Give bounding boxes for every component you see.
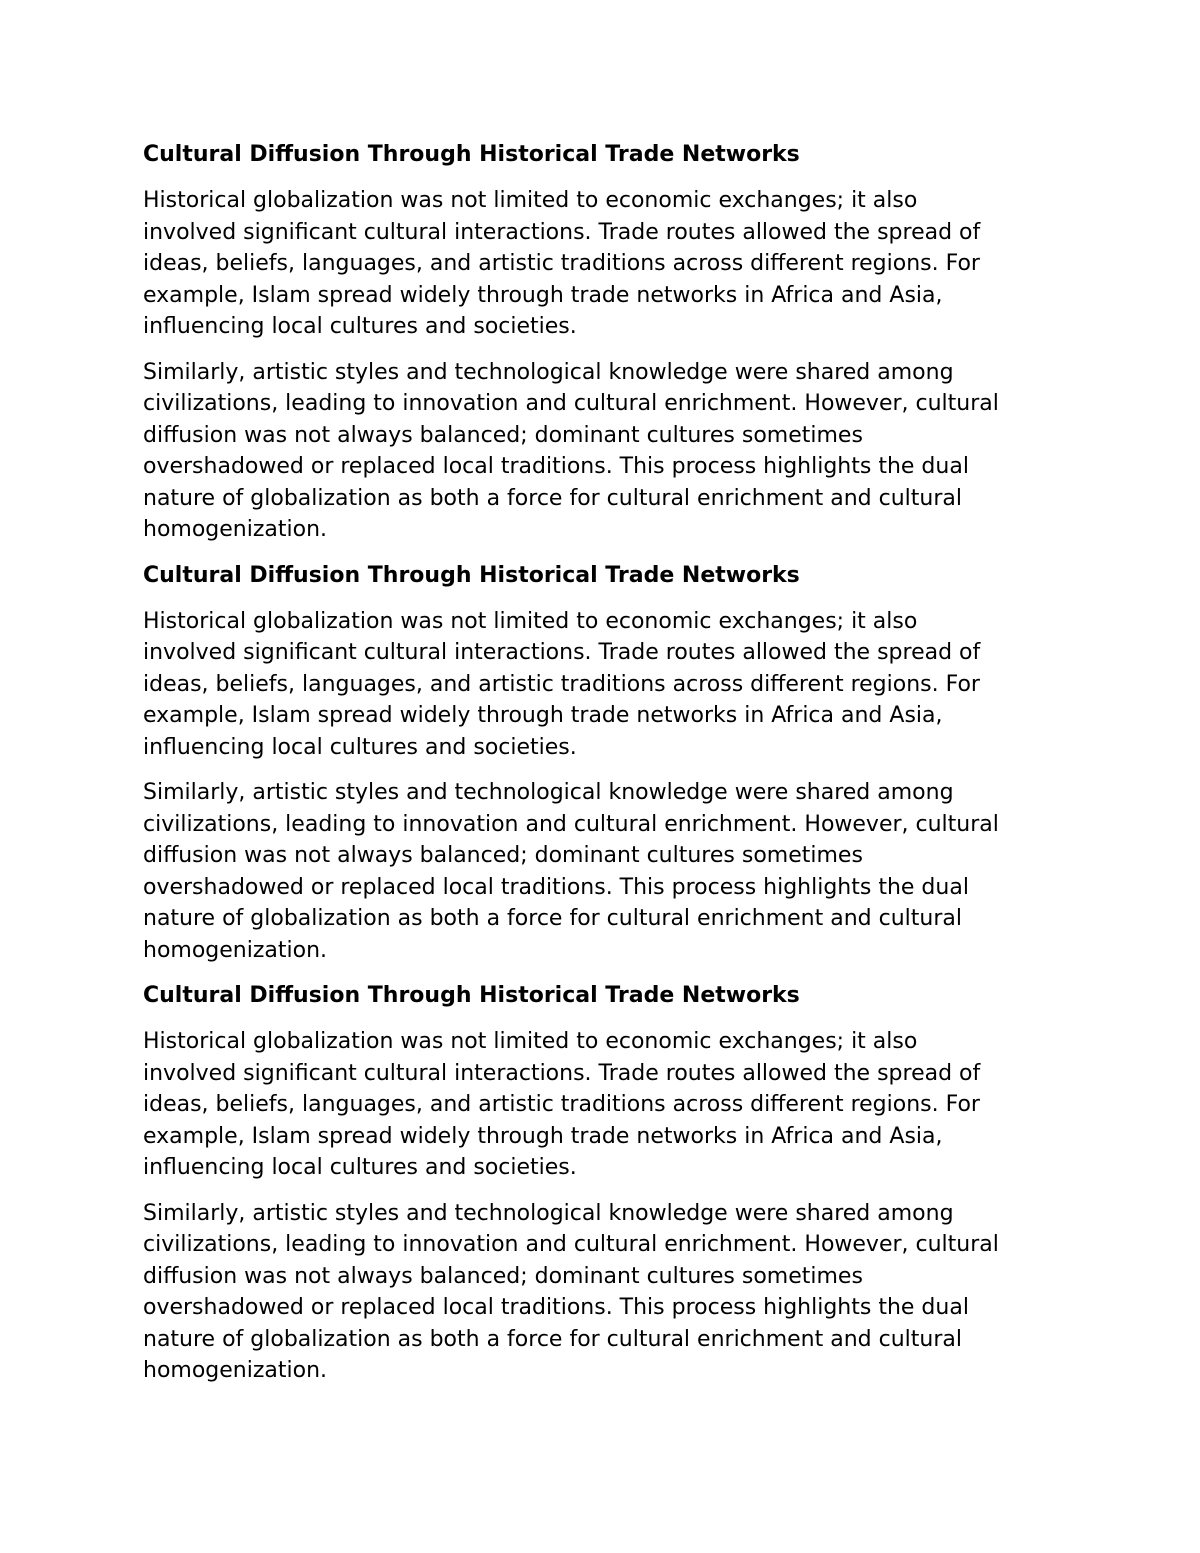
text-line: ideas, beliefs, languages, and artistic traditions across different regions. For: [143, 1092, 980, 1117]
section-heading: Cultural Diffusion Through Historical Trade Networks: [143, 142, 800, 167]
document-page: [143, 139, 1073, 1401]
text-line: nature of globalization as both a force for cultural enrichment and cultural: [143, 906, 962, 931]
text-line: Similarly, artistic styles and technological knowledge were shared among: [143, 780, 954, 805]
document-section: [143, 139, 1073, 546]
text-line: influencing local cultures and societies.: [143, 1155, 577, 1180]
text-line: diffusion was not always balanced; dominant cultures sometimes: [143, 1263, 863, 1289]
paragraph: [143, 1026, 1073, 1184]
text-line: civilizations, leading to innovation and cultural enrichment. However, cultural: [143, 1232, 999, 1257]
text-line: homogenization.: [143, 517, 328, 542]
text-line: homogenization.: [143, 937, 328, 963]
paragraph: [143, 606, 1073, 764]
paragraph: [143, 1198, 1073, 1387]
text-line: example, Islam spread widely through trade networks in Africa and Asia,: [143, 1123, 943, 1149]
paragraph: [143, 185, 1073, 343]
text-line: ideas, beliefs, languages, and artistic traditions across different regions. For: [143, 251, 980, 276]
paragraph: [143, 357, 1073, 546]
text-line: example, Islam spread widely through trade networks in Africa and Asia,: [143, 703, 943, 728]
document-section: [143, 560, 1073, 967]
text-line: diffusion was not always balanced; dominant cultures sometimes: [143, 843, 863, 868]
text-line: involved significant cultural interactions. Trade routes allowed the spread of: [143, 1060, 981, 1086]
text-line: Similarly, artistic styles and technological knowledge were shared among: [143, 1200, 954, 1226]
text-line: involved significant cultural interactions. Trade routes allowed the spread of: [143, 219, 981, 245]
text-line: Historical globalization was not limited to economic exchanges; it also: [143, 188, 918, 213]
text-line: ideas, beliefs, languages, and artistic traditions across different regions. For: [143, 671, 980, 697]
text-line: overshadowed or replaced local traditions. This process highlights the dual: [143, 874, 969, 900]
section-heading: Cultural Diffusion Through Historical Trade Networks: [143, 562, 800, 588]
text-line: homogenization.: [143, 1358, 328, 1383]
text-line: example, Islam spread widely through trade networks in Africa and Asia,: [143, 282, 943, 308]
text-line: Historical globalization was not limited to economic exchanges; it also: [143, 1029, 918, 1054]
paragraph: [143, 777, 1073, 966]
text-line: Historical globalization was not limited to economic exchanges; it also: [143, 608, 918, 634]
text-line: involved significant cultural interactions. Trade routes allowed the spread of: [143, 640, 981, 665]
text-line: Similarly, artistic styles and technological knowledge were shared among: [143, 359, 954, 385]
text-line: civilizations, leading to innovation and cultural enrichment. However, cultural: [143, 811, 999, 837]
section-heading: Cultural Diffusion Through Historical Trade Networks: [143, 983, 800, 1008]
text-line: influencing local cultures and societies.: [143, 734, 577, 760]
document-section: [143, 980, 1073, 1387]
text-line: overshadowed or replaced local traditions. This process highlights the dual: [143, 1295, 969, 1320]
text-line: influencing local cultures and societies.: [143, 314, 577, 339]
text-line: overshadowed or replaced local traditions. This process highlights the dual: [143, 454, 969, 479]
text-line: civilizations, leading to innovation and cultural enrichment. However, cultural: [143, 391, 999, 416]
text-line: diffusion was not always balanced; dominant cultures sometimes: [143, 422, 863, 448]
text-line: nature of globalization as both a force for cultural enrichment and cultural: [143, 1326, 962, 1352]
text-line: nature of globalization as both a force for cultural enrichment and cultural: [143, 485, 962, 511]
